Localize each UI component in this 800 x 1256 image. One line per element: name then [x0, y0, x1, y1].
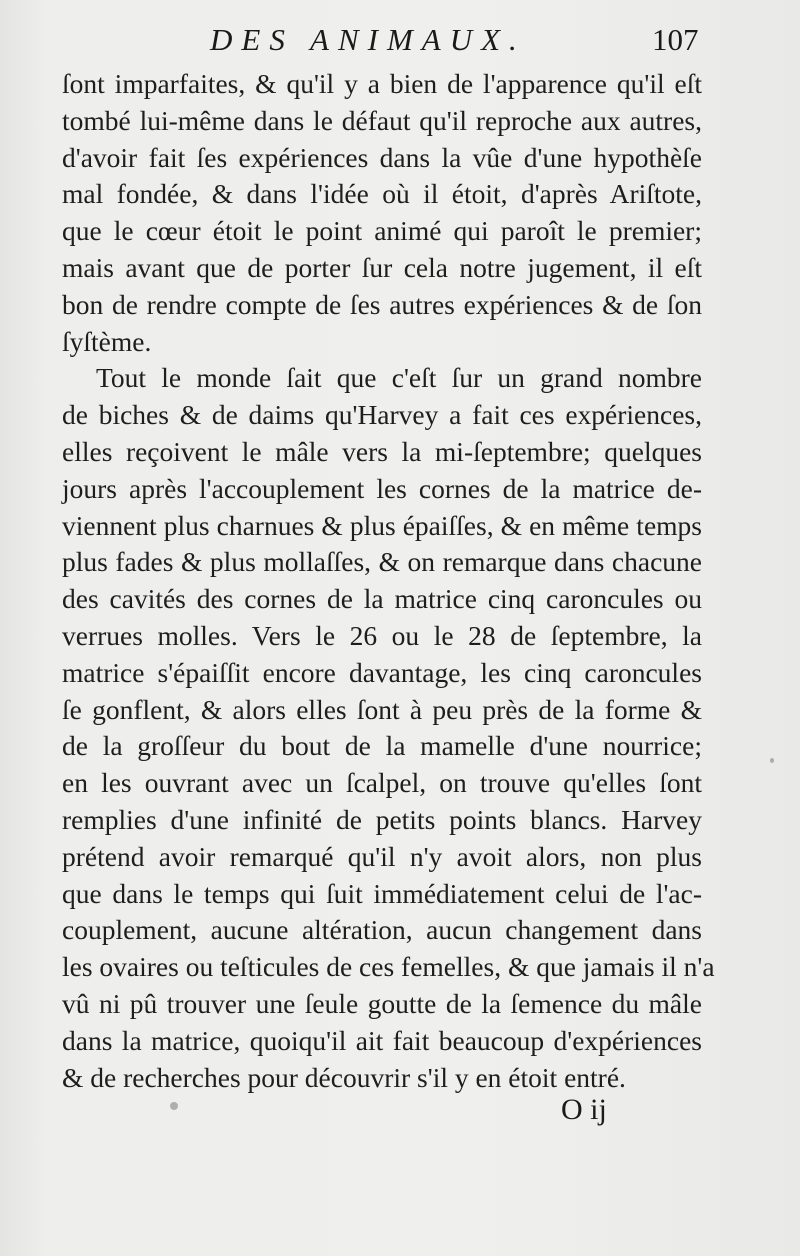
text-line: couplement, aucune altération, aucun changement dans	[62, 914, 702, 946]
running-head: DES ANIMAUX.	[210, 22, 526, 57]
text-line: ſe gonflent, & alors elles ſont à peu près de la forme &	[62, 693, 702, 725]
text-line: & de recherches pour découvrir s'il y en étoit entré.	[62, 1061, 626, 1093]
text-line: des cavités des cornes de la matrice cinq caroncules ou	[62, 583, 702, 615]
text-line: que dans le temps qui ſuit immédiatement celui de l'ac-	[62, 877, 702, 909]
page-number: 107	[652, 22, 699, 57]
text-line: viennent plus charnues & plus épaiſſes, & en même temps	[62, 509, 702, 541]
text-line: bon de rendre compte de ſes autres expériences & de ſon	[62, 288, 702, 320]
text-line: remplies d'une infinité de petits points blancs. Harvey	[62, 803, 702, 835]
text-line: d'avoir fait ſes expériences dans la vûe d'une hypothèſe	[62, 141, 702, 173]
text-line: dans la matrice, quoiqu'il ait fait beaucoup d'expériences	[62, 1024, 702, 1056]
text-line: plus fades & plus mollaſſes, & on remarque dans chacune	[62, 546, 702, 578]
text-line: tombé lui-même dans le défaut qu'il reproche aux autres,	[62, 104, 702, 136]
text-line: de biches & de daims qu'Harvey a fait ces expériences,	[62, 399, 702, 431]
ink-speck	[770, 758, 774, 763]
page-header	[0, 20, 800, 64]
body-text	[62, 66, 715, 1096]
paragraph-first-line: Tout le monde ſait que c'eſt ſur un grand nombre	[96, 362, 702, 394]
text-line: jours après l'accouplement les cornes de la matrice de-	[62, 472, 702, 504]
signature-mark: O ij	[561, 1093, 607, 1126]
text-line: ſyſtème.	[62, 325, 152, 357]
text-line: vû ni pû trouver une ſeule goutte de la ſemence du mâle	[62, 987, 702, 1019]
text-line: en les ouvrant avec un ſcalpel, on trouve qu'elles ſont	[62, 767, 702, 799]
text-line: matrice s'épaiſſit encore davantage, les cinq caroncules	[62, 656, 702, 688]
text-line: verrues molles. Vers le 26 ou le 28 de ſeptembre, la	[62, 619, 702, 651]
text-line: ſont imparfaites, & qu'il y a bien de l'apparence qu'il eſt	[62, 68, 702, 99]
text-line: que le cœur étoit le point animé qui paroît le premier;	[62, 215, 702, 247]
text-line: prétend avoir remarqué qu'il n'y avoit alors, non plus	[62, 840, 702, 872]
text-line: mais avant que de porter ſur cela notre jugement, il eſt	[62, 251, 702, 283]
ink-speck	[170, 1102, 178, 1110]
text-line: les ovaires ou teſticules de ces femelles, & que jamais il n'a	[62, 951, 715, 983]
text-line: de la groſſeur du bout de la mamelle d'une nourrice;	[62, 730, 702, 762]
text-line: elles reçoivent le mâle vers la mi-ſeptembre; quelques	[62, 435, 702, 467]
text-line: mal fondée, & dans l'idée où il étoit, d'après Ariſtote,	[62, 178, 702, 210]
